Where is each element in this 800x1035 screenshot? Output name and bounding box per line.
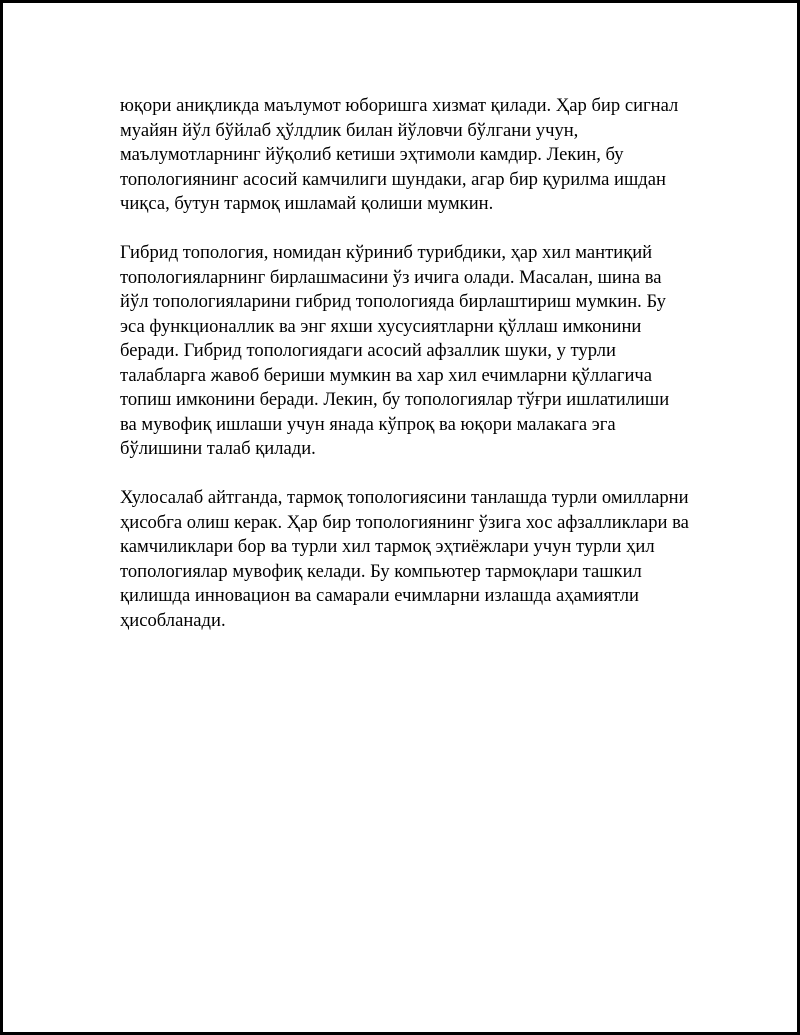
document-body — [120, 94, 700, 633]
text-line: камчиликлари бор ва турли хил тармоқ эҳтиёжлари учун турли ҳил — [120, 536, 655, 557]
paragraph-star-topology-conclusion — [120, 94, 700, 217]
paragraph-conclusion — [120, 486, 700, 633]
text-line: топологиялар мувофиқ келади. Бу компьютер тармоқлари ташкил — [120, 560, 642, 582]
text-line: Хулосалаб айтганда, тармоқ топологиясини танлашда турли омилларни — [120, 487, 689, 508]
text-line: талабларга жавоб бериши мумкин ва хар хил ечимларни қўллагича — [120, 364, 653, 386]
text-line: Гибрид топология, номидан кўриниб турибдики, ҳар хил мантиқий — [120, 242, 653, 263]
paragraph-hybrid-topology — [120, 241, 700, 462]
text-line: топологиянинг асосий камчилиги шундаки, агар бир қурилма ишдан — [120, 168, 666, 190]
text-line: беради. Гибрид топологиядаги асосий афзаллик шуки, у турли — [120, 340, 616, 361]
text-line: қилишда инновацион ва самарали ечимларни излашда аҳамиятли — [120, 585, 639, 606]
text-line: топиш имконини беради. Лекин, бу топологиялар тўғри ишлатилиши — [120, 389, 670, 410]
text-line: юқори аниқликда маълумот юборишга хизмат қилади. Ҳар бир сигнал — [120, 95, 679, 116]
text-line: ҳисобланади. — [120, 609, 226, 631]
paragraph-spacer — [120, 217, 700, 242]
paragraph-spacer — [120, 462, 700, 487]
text-line: йўл топологияларини гибрид топологияда бирлаштириш мумкин. Бу — [120, 291, 666, 312]
text-line: топологияларнинг бирлашмасини ўз ичига олади. Масалан, шина ва — [120, 266, 662, 288]
text-line: ва мувофиқ ишлаши учун янада кўпроқ ва юқори малакага эга — [120, 413, 616, 435]
text-line: бўлишини талаб қилади. — [120, 438, 316, 459]
text-line: маълумотларнинг йўқолиб кетиши эҳтимоли камдир. Лекин, бу — [120, 144, 624, 165]
text-line: ҳисобга олиш керак. Ҳар бир топологиянинг ўзига хос афзалликлари ва — [120, 511, 689, 533]
text-line: муайян йўл бўйлаб ҳўлдлик билан йўловчи бўлгани учун, — [120, 119, 579, 141]
text-line: эса функционаллик ва энг яхши хусусиятларни қўллаш имконини — [120, 315, 642, 337]
text-line: чиқса, бутун тармоқ ишламай қолиши мумкин. — [120, 193, 494, 214]
